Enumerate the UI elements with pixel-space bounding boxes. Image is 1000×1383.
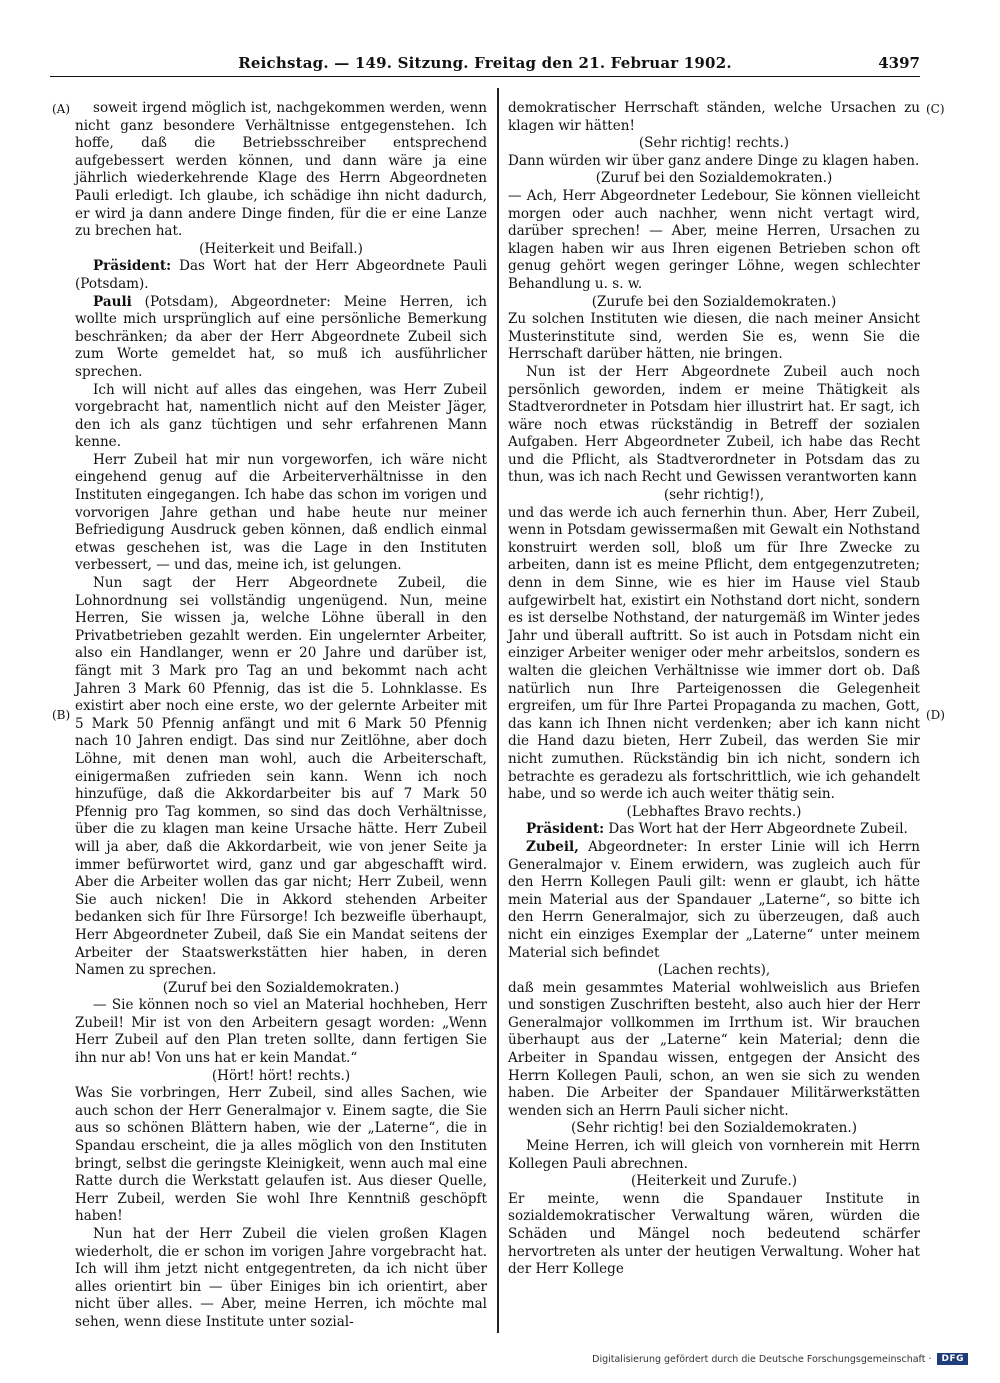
interjection: (Lachen rechts), bbox=[657, 962, 771, 979]
speaker-paragraph bbox=[508, 839, 920, 962]
speech-text: Das Wort hat der Herr Abgeordnete Pauli (Potsdam). bbox=[75, 258, 488, 292]
interjection: (Hört! hört! rechts.) bbox=[211, 1067, 351, 1084]
interjection: (Lebhaftes Bravo rechts.) bbox=[626, 803, 802, 820]
left-column bbox=[75, 100, 487, 1332]
speaker-name: Präsident: bbox=[93, 258, 172, 275]
paragraph: und das werde ich auch fernerhin thun. Aber, Herr Zubeil, wenn in Potsdam gewissermaßen mit Gewalt ein Nothstand konstruirt werden soll, bloß um für Ihre Zwecke zu arbeiten, dann ist es meine Pflicht, dem entgegenzutreten; denn in dem Sinne, wie es hier im Hause viel Staub aufgewirbelt hat, existirt ein Nothstand dort nicht, sondern es ist derselbe Nothstand, der naturgemäß im Winter jedes Jahr und überall auftritt. So ist auch in Potsdam nicht ein einziger Arbeiter weniger oder mehr arbeitslos, sondern es walten die gleichen Verhältnisse wie immer dort ob. Daß natürlich nun Ihre Parteigenossen die Gelegenheit ergreifen, um für Ihre Partei Propaganda zu machen, Gott, das kann ich Ihnen nicht verdenken; aber ich kann nicht die Hand dazu bieten, Herr Zubeil, das werden Sie mir nicht zumuthen. Rückständig bin ich nicht, sondern ich betrachte es geradezu als fortschrittlich, wie ich gehandelt habe, und so werde ich auch weiter thätig sein. bbox=[508, 504, 920, 803]
paragraph: Er meinte, wenn die Spandauer Institute in sozialdemokratischer Verwaltung wären, würden die Schäden und Mängel noch bedeutend schärfer hervortreten als unter der heutigen Verwaltung. Woher hat der Herr Kollege bbox=[508, 1190, 920, 1278]
speaker-paragraph bbox=[75, 258, 487, 293]
right-column bbox=[508, 100, 920, 1279]
interjection: (Sehr richtig! rechts.) bbox=[638, 135, 790, 152]
dfg-logo: DFG bbox=[937, 1353, 968, 1365]
margin-marker-b: (B) bbox=[52, 708, 71, 722]
speech-text: Das Wort hat der Herr Abgeordnete Zubeil. bbox=[608, 821, 908, 838]
paragraph: daß mein gesammtes Material wohlweislich aus Briefen und sonstigen Zuschriften besteht, also auch hier der Herr Generalmajor vollkommen im Irrthum ist. Wir brauchen überhaupt aus der „Laterne“ kein Material; denn die Arbeiter in Spandau wissen, entgegen der Ansicht des Herrn Kollegen Pauli, schon, an wen sie sich zu wenden haben. Die Arbeiter der Spandauer Militärwerkstätten wenden sich an Herrn Pauli sicher nicht. bbox=[508, 979, 920, 1119]
footer bbox=[592, 1351, 968, 1367]
speaker-paragraph bbox=[75, 294, 487, 382]
interjection: (Zuruf bei den Sozialdemokraten.) bbox=[162, 979, 400, 996]
paragraph: soweit irgend möglich ist, nachgekommen werden, wenn nicht ganz besondere Verhältnisse entgegenstehen. Ich hoffe, daß die Betriebsschreiber entsprechend aufgebessert werden können, und dann wäre ja eine jährlich wiederkehrende Klage des Herrn Abgeordneten Pauli erledigt. Ich glaube, ich schädige ihn nicht dadurch, er wird ja dann andere Dinge finden, für die er eine Lanze zu brechen hat. bbox=[75, 100, 487, 240]
paragraph: Ich will nicht auf alles das eingehen, was Herr Zubeil vorgebracht hat, namentlich nicht auf den Meister Jäger, den ich als ganz tüchtigen und sehr erfahrenen Mann kenne. bbox=[75, 381, 487, 451]
paragraph: Meine Herren, ich will gleich von vornherein mit Herrn Kollegen Pauli abrechnen. bbox=[508, 1138, 920, 1172]
margin-marker-c: (C) bbox=[926, 102, 945, 116]
speaker-paragraph bbox=[508, 821, 920, 839]
interjection: (Heiterkeit und Beifall.) bbox=[199, 240, 363, 257]
footer-text: Digitalisierung gefördert durch die Deutsche Forschungsgemeinschaft · bbox=[592, 1353, 932, 1365]
paragraph: demokratischer Herrschaft ständen, welche Ursachen zu klagen wir hätten! bbox=[508, 100, 920, 134]
margin-marker-a: (A) bbox=[52, 102, 71, 116]
paragraph: Dann würden wir über ganz andere Dinge zu klagen haben. bbox=[508, 152, 920, 169]
paragraph: Herr Zubeil hat mir nun vorgeworfen, ich wäre nicht eingehend genug auf die Arbeiterverhältnisse in den Instituten eingegangen. Ich habe das schon im vorigen und vorvorigen Jahre gethan und habe heute nur meiner Befriedigung Ausdruck geben können, daß endlich einmal etwas geschehen ist, was die Lage in den Instituten verbessert, — und das, meine ich, ist gelungen. bbox=[75, 451, 487, 574]
interjection: (Sehr richtig! bei den Sozialdemokraten.) bbox=[571, 1120, 857, 1137]
margin-marker-d: (D) bbox=[926, 708, 945, 722]
header-title: Reichstag. — 149. Sitzung. Freitag den 21. Februar 1902. bbox=[238, 54, 732, 72]
interjection: (Zurufe bei den Sozialdemokraten.) bbox=[591, 293, 837, 310]
speaker-name: Pauli bbox=[93, 293, 132, 310]
column-divider bbox=[497, 88, 499, 1333]
speaker-name: Zubeil, bbox=[526, 838, 579, 855]
paragraph: Nun sagt der Herr Abgeordnete Zubeil, die Lohnordnung sei vollständig ungenügend. Nun, meine Herren, Sie wissen ja, welche Löhne überall in den Privatbetrieben gezahlt werden. Ein ungelernter Arbeiter, also ein Handlanger, wenn er 20 Jahre und darüber ist, fängt mit 3 Mark pro Tag an und bekommt nach acht Jahren 3 Mark 60 Pfennig, das ist die 5. Lohnklasse. Es existirt aber noch eine erste, wo der gelernte Arbeiter mit 5 Mark 50 Pfennig anfängt und mit 6 Mark 50 Pfennig nach 10 Jahren endigt. Das sind nur Zeitlöhne, aber doch Löhne, mit denen man wohl, auch die Arbeiterschaft, einigermaßen zufrieden sein kann. Wenn ich noch hinzufüge, daß die Akkordarbeiter bis auf 7 Mark 50 Pfennig pro Tag kommen, so sind das doch Verhältnisse, über die zu klagen man keine Ursache hätte. Herr Zubeil will ja aber, daß die Akkordarbeit, wie von jener Seite ja immer befürwortet wird, ganz und gar abgeschafft wird. Aber die Arbeiter wollen das gar nicht; Herr Zubeil, wenn Sie auch nicken! Die in Akkord stehenden Arbeiter bedanken sich für Ihre Fürsorge! Ich bezweifle überhaupt, Herr Abgeordneter Zubeil, daß Sie ein Mandat seitens der Arbeiter der Staatswerkstätten hier haben, in deren Namen zu sprechen. bbox=[75, 575, 487, 979]
speaker-name: Präsident: bbox=[526, 821, 605, 838]
paragraph: Nun hat der Herr Zubeil die vielen großen Klagen wiederholt, die er schon im vorigen Jahre vorgebracht hat. Ich will ihm jetzt nicht entgegentreten, da ich nicht über alles orientirt bin — über Einiges bin ich orientirt, aber nicht über alles. — Aber, meine Herren, ich möchte mal sehen, wenn diese Institute unter sozial- bbox=[75, 1226, 487, 1330]
paragraph: — Ach, Herr Abgeordneter Ledebour, Sie können vielleicht morgen oder auch nachher, wenn nicht vertagt wird, darüber sprechen! — Aber, meine Herren, Ursachen zu klagen haben wir aus Ihren eigenen Betrieben schon oft genug gehört wegen geringer Löhne, wegen schlechter Behandlung u. s. w. bbox=[508, 187, 920, 292]
paragraph: Nun ist der Herr Abgeordnete Zubeil auch noch persönlich geworden, indem er meine Thätigkeit als Stadtverordneter in Potsdam hier illustrirt hat. Er sagt, ich wäre noch etwas rückständig in Betreff der sozialen Aufgaben. Herr Abgeordneter Zubeil, ich habe das Recht und die Pflicht, als Stadtverordneter in Potsdam das zu thun, was ich nach Recht und Gewissen verantworten kann bbox=[508, 363, 920, 486]
interjection: (Heiterkeit und Zurufe.) bbox=[630, 1173, 798, 1190]
page-header bbox=[50, 50, 920, 77]
interjection: (Zuruf bei den Sozialdemokraten.) bbox=[595, 170, 833, 187]
speech-text: (Potsdam), Abgeordneter: Meine Herren, ich wollte mich ursprünglich auf eine persönliche Bemerkung beschränken; da aber der Herr Abgeordnete Zubeil sich zum Worte gemeldet hat, so muß ich ausführlicher sprechen. bbox=[75, 293, 487, 380]
paragraph: Was Sie vorbringen, Herr Zubeil, sind alles Sachen, wie auch schon der Herr Generalmajor v. Einem sagte, die Sie aus so schönen Blättern haben, wie der „Laterne“, die in Spandau erscheint, die ja alles möglich von den Instituten bringt, selbst die geringste Kleinigkeit, wenn auch mal eine Ratte durch die Werkstatt gelaufen ist. Aus dieser Quelle, Herr Zubeil, werden Sie wohl Ihre Kenntniß geschöpft haben! bbox=[75, 1085, 487, 1225]
interjection: (sehr richtig!), bbox=[663, 487, 765, 504]
paragraph: Zu solchen Instituten wie diesen, die nach meiner Ansicht Musterinstitute sind, werden Sie es, wenn Sie die Herrschaft darüber hätten, nie bringen. bbox=[508, 311, 920, 363]
speech-text: Abgeordneter: In erster Linie will ich Herrn Generalmajor v. Einem erwidern, was zugleich auch für den Herrn Kollegen Pauli gilt: wenn er glaubt, ich hätte mein Material aus der Spandauer „Laterne“, so bitte ich den Herrn Generalmajor, sich zu überzeugen, daß auch nicht ein einziges Exemplar der „Laterne“ unter meinem Material sich befindet bbox=[508, 838, 920, 961]
paragraph: — Sie können noch so viel an Material hochheben, Herr Zubeil! Mir ist von den Arbeitern gesagt worden: „Wenn Herr Zubeil auf den Plan treten sollte, dann fertigen Sie ihn nur ab! Von uns hat er kein Mandat.“ bbox=[75, 997, 487, 1067]
page-number: 4397 bbox=[878, 54, 920, 72]
